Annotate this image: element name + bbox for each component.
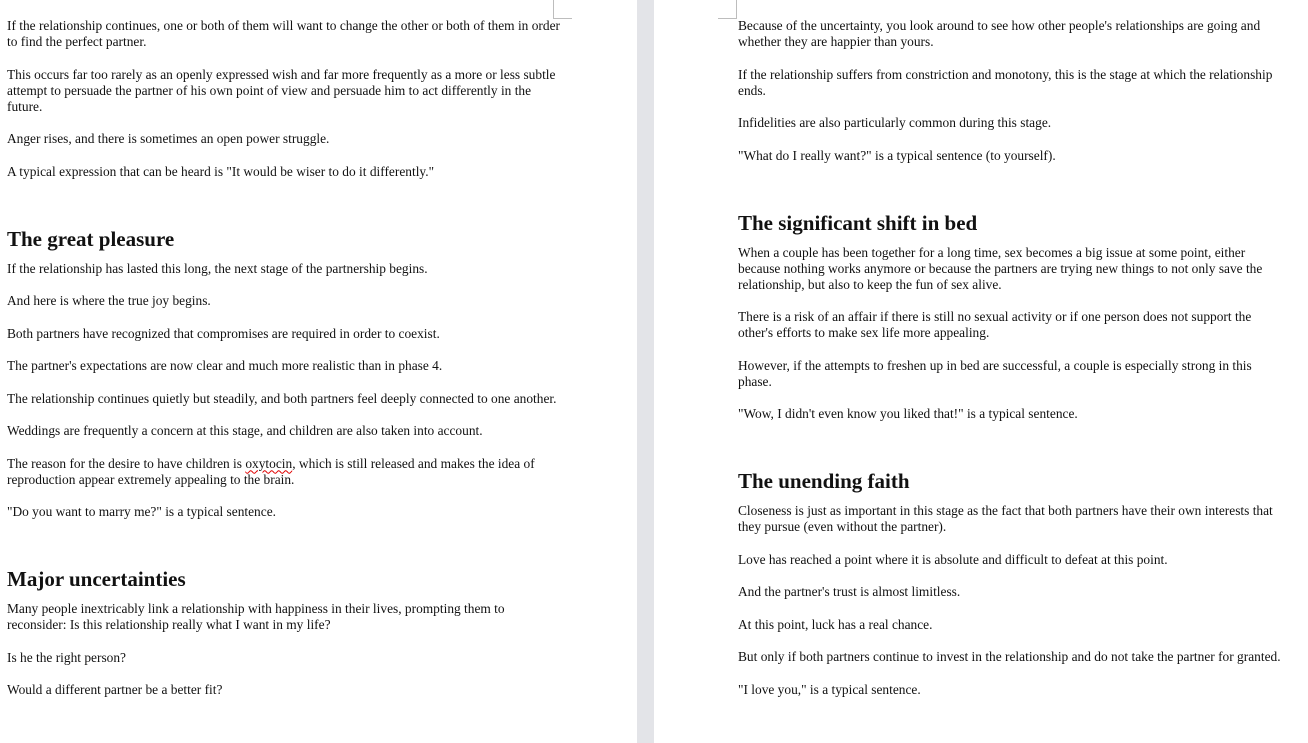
paragraph[interactable]: Anger rises, and there is sometimes an open power struggle. <box>7 131 330 146</box>
paragraph[interactable]: If the relationship suffers from constriction and monotony, this is the stage at which the relationship ends. <box>738 66 1273 98</box>
paragraph[interactable]: Closeness is just as important in this stage as the fact that both partners have their own interests that they pursue (even without the partner). <box>738 503 1273 534</box>
paragraph[interactable]: When a couple has been together for a long time, sex becomes a big issue at some point, either because nothing works anymore or because the partners are trying new things to not only save the relationship, but also to keep the fun of sex alive. <box>738 244 1263 292</box>
page-margin-corner-mark <box>553 0 572 19</box>
page-content[interactable] <box>7 18 567 715</box>
document-page-left[interactable] <box>0 0 637 743</box>
paragraph[interactable]: Both partners have recognized that compromises are required in order to coexist. <box>7 325 440 341</box>
paragraph[interactable]: If the relationship has lasted this long, the next stage of the partnership begins. <box>7 260 428 276</box>
paragraph[interactable]: Would a different partner be a better fit? <box>7 682 223 697</box>
paragraph[interactable]: The relationship continues quietly but steadily, and both partners feel deeply connected to one another. <box>7 390 557 406</box>
paragraph[interactable]: And here is where the true joy begins. <box>7 293 211 308</box>
section-heading-great-pleasure[interactable]: The great pleasure <box>7 226 175 251</box>
page-margin-corner-mark <box>718 0 737 19</box>
paragraph[interactable]: Love has reached a point where it is absolute and difficult to defeat at this point. <box>738 551 1168 567</box>
paragraph[interactable]: Because of the uncertainty, you look around to see how other people's relationships are going and whether they are happier than yours. <box>738 18 1261 49</box>
paragraph[interactable]: And the partner's trust is almost limitless. <box>738 584 961 599</box>
paragraph[interactable]: If the relationship continues, one or both of them will want to change the other or both of them in order to find the perfect partner. <box>7 18 560 49</box>
paragraph[interactable]: "What do I really want?" is a typical sentence (to yourself). <box>738 147 1056 163</box>
paragraph[interactable]: "Wow, I didn't even know you liked that!" is a typical sentence. <box>738 406 1078 421</box>
paragraph[interactable]: Weddings are frequently a concern at this stage, and children are also taken into account. <box>7 423 483 438</box>
paragraph[interactable]: At this point, luck has a real chance. <box>738 616 933 632</box>
paragraph[interactable]: There is a risk of an affair if there is still no sexual activity or if one person does not support the other's efforts to make sex life more appealing. <box>738 309 1252 340</box>
spellcheck-flagged-word[interactable]: oxytocin <box>245 455 293 471</box>
text-run: , which is still released and makes the idea of reproduction appear extremely appealing to the brain. <box>7 455 535 487</box>
paragraph-oxytocin[interactable] <box>7 456 567 488</box>
section-heading-shift-in-bed[interactable]: The significant shift in bed <box>738 210 978 235</box>
paragraph[interactable]: A typical expression that can be heard is "It would be wiser to do it differently." <box>7 163 435 179</box>
paragraph[interactable]: Is he the right person? <box>7 649 126 665</box>
paragraph[interactable]: This occurs far too rarely as an openly expressed wish and far more frequently as a more or less subtle attempt to persuade the partner of his own point of view and persuade him to act differently in the future. <box>7 66 556 114</box>
page-content[interactable] <box>738 18 1283 714</box>
paragraph[interactable]: Many people inextricably link a relationship with happiness in their lives, prompting them to reconsider: Is this relationship really what I want in my life? <box>7 601 505 632</box>
paragraph[interactable]: Infidelities are also particularly common during this stage. <box>738 115 1052 130</box>
paragraph[interactable]: The partner's expectations are now clear and much more realistic than in phase 4. <box>7 358 443 373</box>
section-heading-unending-faith[interactable]: The unending faith <box>738 469 910 493</box>
text-run: The reason for the desire to have children is <box>7 455 246 471</box>
section-heading-major-uncertainties[interactable]: Major uncertainties <box>7 567 186 591</box>
paragraph[interactable]: But only if both partners continue to invest in the relationship and do not take the partner for granted. <box>738 649 1281 664</box>
document-page-right[interactable] <box>654 0 1308 743</box>
paragraph[interactable]: However, if the attempts to freshen up in bed are successful, a couple is especially strong in this phase. <box>738 357 1252 389</box>
paragraph[interactable]: "I love you," is a typical sentence. <box>738 681 921 697</box>
paragraph[interactable]: "Do you want to marry me?" is a typical sentence. <box>7 504 276 519</box>
